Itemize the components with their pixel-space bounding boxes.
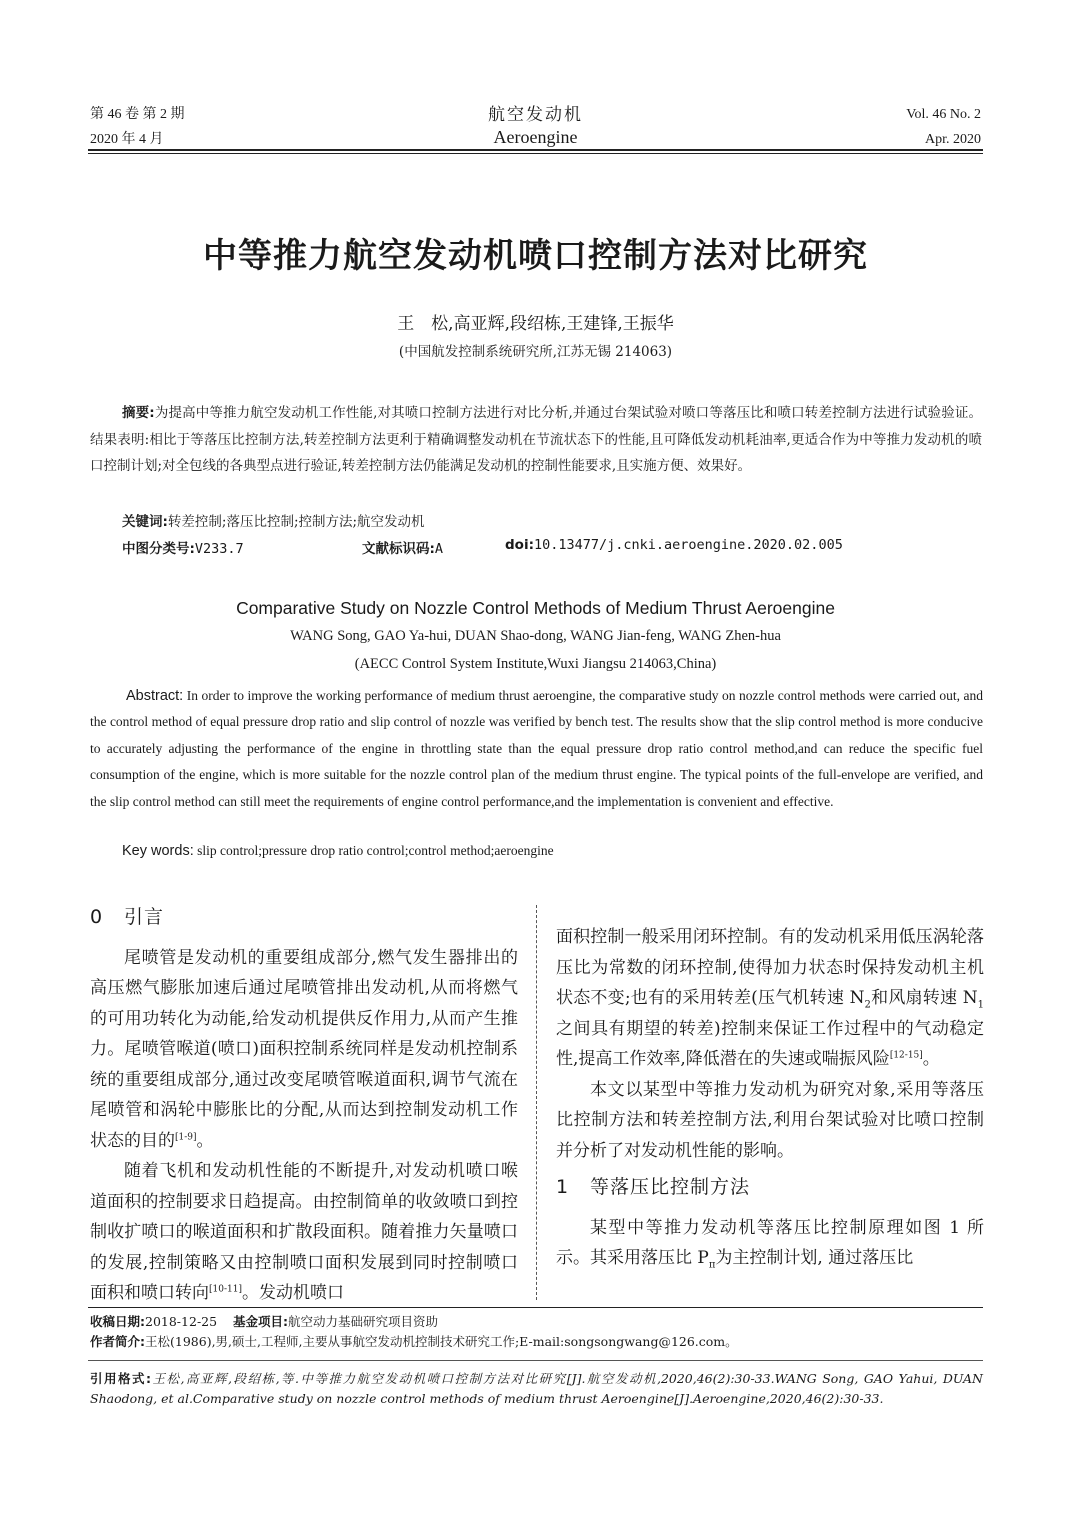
- paragraph-end: 。: [196, 1130, 214, 1151]
- section-title: 等落压比控制方法: [590, 1176, 751, 1198]
- paragraph-end: 。发动机喷口: [241, 1283, 344, 1303]
- body-left-column: [90, 902, 518, 1309]
- section-number: 1: [556, 1176, 570, 1198]
- journal-name-cn: 航空发动机: [488, 105, 583, 125]
- paragraph-text: 和风扇转速 N: [870, 988, 978, 1008]
- paper-title: 中等推力航空发动机喷口控制方法对比研究: [203, 236, 868, 276]
- section-title: 引言: [124, 906, 165, 928]
- paragraph-text: 本文以某型中等推力发动机为研究对象,采用等落压比控制方法和转差控制方法,利用台架试验对比喷口控制并分析了对发动机性能的影响。: [556, 1079, 984, 1161]
- fund-value: 航空动力基础研究项目资助: [287, 1314, 438, 1329]
- paragraph: [556, 922, 984, 1075]
- volume-issue-cn: 第 46 卷 第 2 期: [90, 107, 185, 122]
- citation-ref[interactable]: [1-9]: [175, 1131, 197, 1142]
- subscript: π: [708, 1259, 716, 1271]
- clc-value: V233.7: [194, 541, 244, 557]
- abstract-en: [90, 683, 983, 815]
- doi-label: doi:: [505, 537, 534, 553]
- keywords-cn-label: 关键词:: [122, 514, 168, 530]
- paragraph-end: 。: [922, 1049, 940, 1069]
- footnote-line-1: [90, 1312, 985, 1332]
- section-heading-0: [90, 902, 518, 933]
- section-number: 0: [90, 906, 104, 928]
- cite-value: 王松,高亚辉,段绍栋,等.中等推力航空发动机喷口控制方法对比研究[J].航空发动机,2020,46(2):30-33.WANG Song, GAO Yahui, DUAN Shaodong, et al.Comparative study on nozzle control methods of medium thrust Aeroengine[J].Aeroengine,2020,46(2):30-33.: [90, 1371, 983, 1406]
- keywords-en: [122, 843, 554, 859]
- doc-code-value: A: [434, 541, 444, 557]
- classification-row: [122, 537, 982, 557]
- received-label: 收稿日期:: [90, 1314, 145, 1329]
- cite-label: 引用格式:: [90, 1371, 152, 1386]
- author-list: 王 松,高亚辉,段绍栋,王建锋,王振华: [397, 314, 674, 334]
- citation-ref[interactable]: [12-15]: [889, 1050, 923, 1061]
- body-right-column: [556, 922, 984, 1274]
- footer-rule: [88, 1307, 983, 1308]
- paragraph: [556, 1213, 984, 1274]
- footer-rule-thin: [88, 1360, 983, 1361]
- subscript: 1: [977, 999, 985, 1011]
- date-en: Apr. 2020: [925, 132, 981, 147]
- paragraph-text: 随着飞机和发动机性能的不断提升,对发动机喷口喉道面积的控制要求日趋提高。由控制简单的收敛喷口到控制收扩喷口的喉道面积和扩散段面积。随着推力矢量喷口的发展,控制策略又由控制喷口面积发展到同时控制喷口面积和喷口转向: [90, 1161, 518, 1303]
- abstract-cn: [90, 400, 982, 480]
- paper-title-en: Comparative Study on Nozzle Control Methods of Medium Thrust Aeroengine: [236, 598, 835, 618]
- footnote: [90, 1312, 985, 1352]
- paragraph-text: 某型中等推力发动机等落压比控制原理如图 1 所示。其采用落压比 P: [556, 1217, 984, 1268]
- keywords-en-label: Key words:: [122, 843, 194, 859]
- clc-label: 中图分类号:: [122, 541, 195, 557]
- paragraph-text: 尾喷管是发动机的重要组成部分,燃气发生器排出的高压燃气膨胀加速后通过尾喷管排出发动机,从而将燃气的可用功转化为动能,给发动机提供反作用力,从而产生推力。尾喷管喉道(喷口)面积控制系统同样是发动机控制系统的重要组成部分,通过改变尾喷管喉道面积,调节气流在尾喷管和涡轮中膨胀比的分配,从而达到控制发动机工作状态的目的: [90, 947, 518, 1151]
- abstract-cn-text: 为提高中等推力航空发动机工作性能,对其喷口控制方法进行对比分析,并通过台架试验对喷口等落压比和喷口转差控制方法进行试验验证。结果表明:相比于等落压比控制方法,转差控制方法更利于精确调整发动机在节流状态下的性能,且可降低发动机耗油率,更适合作为中等推力发动机的喷口控制计划;对全包线的各典型点进行验证,转差控制方法仍能满足发动机的控制性能要求,且实施方便、效果好。: [90, 405, 982, 474]
- keywords-en-text: slip control;pressure drop ratio control;control method;aeroengine: [197, 843, 554, 858]
- paragraph-text: 为主控制计划, 通过落压比: [715, 1248, 914, 1268]
- abstract-cn-label: 摘要:: [122, 405, 155, 421]
- author-list-en: WANG Song, GAO Ya-hui, DUAN Shao-dong, WANG Jian-feng, WANG Zhen-hua: [290, 628, 781, 644]
- date-cn: 2020 年 4 月: [90, 132, 164, 147]
- keywords-cn-text: 转差控制;落压比控制;控制方法;航空发动机: [167, 514, 425, 530]
- abstract-en-label: Abstract:: [126, 688, 184, 704]
- doi-value[interactable]: 10.13477/j.cnki.aeroengine.2020.02.005: [533, 537, 843, 553]
- fund-label: 基金项目:: [232, 1314, 288, 1329]
- citation-format: [90, 1369, 983, 1409]
- paragraph: [90, 1156, 518, 1309]
- subscript: 2: [864, 999, 871, 1011]
- affiliation-en: (AECC Control System Institute,Wuxi Jiangsu 214063,China): [354, 656, 717, 672]
- section-heading-1: [556, 1172, 984, 1203]
- column-divider: [536, 905, 537, 1300]
- paragraph: [556, 1075, 984, 1167]
- paragraph-text: 之间具有期望的转差)控制来保证工作过程中的气动稳定性,提高工作效率,降低潜在的失速或喘振风险: [556, 1018, 984, 1069]
- citation-ref[interactable]: [10-11]: [209, 1284, 242, 1295]
- author-bio-label: 作者简介:: [90, 1334, 145, 1349]
- paragraph-text: 面积控制一般采用闭环控制。有的发动机采用低压涡轮落压比为常数的闭环控制,使得加力状态时保持发动机主机状态不变;也有的采用转差(压气机转速 N: [556, 927, 984, 1008]
- header-rule-thin: [88, 153, 983, 154]
- volume-issue-en: Vol. 46 No. 2: [906, 107, 981, 122]
- journal-name-en: Aeroengine: [493, 127, 578, 147]
- received-value: 2018-12-25: [145, 1314, 218, 1329]
- abstract-en-text: In order to improve the working performance of medium thrust aeroengine, the comparative study on nozzle control methods were carried out, and the control method of equal pressure drop ratio and slip control of nozzle was verified by bench test. The results show that the slip control method is more conducive to accurately adjusting the performance of the engine in throttling state than the equal pressure drop ratio control method,and can reduce the specific fuel consumption of the engine, which is more suitable for the nozzle control plan of the medium thrust engine. The typical points of the full-envelope are verified, and the slip control method can still meet the requirements of engine control performance,and the implementation is convenient and effective.: [90, 688, 984, 809]
- header-rule: [88, 149, 983, 151]
- paragraph: [90, 943, 518, 1157]
- footnote-line-2: [90, 1332, 985, 1352]
- journal-issue-en: [906, 102, 981, 152]
- affiliation: (中国航发控制系统研究所,江苏无锡 214063): [398, 344, 673, 360]
- doc-code-label: 文献标识码:: [362, 541, 435, 557]
- author-bio-value: 王松(1986),男,硕士,工程师,主要从事航空发动机控制技术研究工作;E-mail:songsongwang@126.com。: [145, 1334, 738, 1349]
- keywords-cn: [122, 510, 425, 530]
